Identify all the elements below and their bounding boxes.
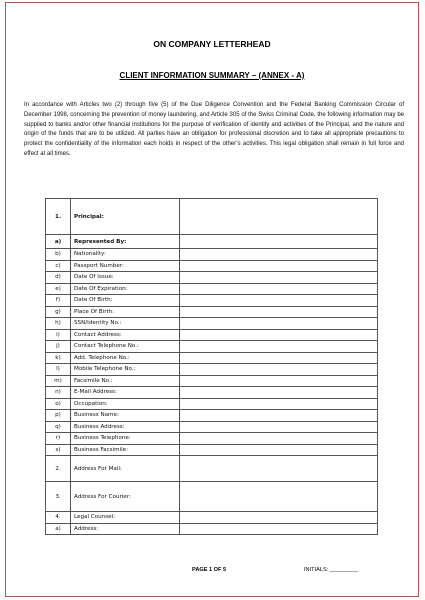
field-value[interactable]	[180, 387, 378, 399]
row-number: p)	[46, 410, 71, 422]
field-label: Date Of Expiration:	[71, 283, 180, 295]
row-number: j)	[46, 341, 71, 353]
field-value[interactable]	[180, 329, 378, 341]
field-value[interactable]	[180, 433, 378, 445]
row-number: f)	[46, 295, 71, 307]
field-label: Mobile Telephone No.:	[71, 364, 180, 376]
field-label: Business Address:	[71, 421, 180, 433]
row-number: q)	[46, 421, 71, 433]
row-number: a)	[46, 235, 71, 249]
form-row	[46, 283, 378, 295]
field-value[interactable]	[180, 283, 378, 295]
field-label: Add. Telephone No.:	[71, 352, 180, 364]
annex-title: CLIENT INFORMATION SUMMARY – (ANNEX - A)	[119, 71, 305, 80]
row-number: g)	[46, 306, 71, 318]
field-value[interactable]	[180, 410, 378, 422]
form-row	[46, 387, 378, 399]
form-row	[46, 352, 378, 364]
field-value[interactable]	[180, 318, 378, 330]
field-label: Legal Counsel:	[71, 512, 180, 524]
row-number: b)	[46, 249, 71, 261]
field-value[interactable]	[180, 375, 378, 387]
field-label: Represented By:	[71, 235, 180, 249]
row-number: m)	[46, 375, 71, 387]
field-value[interactable]	[180, 199, 378, 235]
field-value[interactable]	[180, 444, 378, 456]
field-label: Date Of Issue:	[71, 272, 180, 284]
form-row	[46, 329, 378, 341]
row-number: 4.	[46, 512, 71, 524]
field-value[interactable]	[180, 523, 378, 535]
field-value[interactable]	[180, 364, 378, 376]
form-row	[46, 410, 378, 422]
form-row	[46, 199, 378, 235]
form-row	[46, 295, 378, 307]
row-number: h)	[46, 318, 71, 330]
form-row	[46, 375, 378, 387]
form-row	[46, 456, 378, 482]
row-number: a)	[46, 523, 71, 535]
row-number: 1.	[46, 199, 71, 235]
field-label: Business Name:	[71, 410, 180, 422]
field-value[interactable]	[180, 398, 378, 410]
field-label: Passport Number:	[71, 260, 180, 272]
row-number: 2.	[46, 456, 71, 482]
form-row	[46, 341, 378, 353]
client-info-form	[45, 198, 378, 535]
form-row	[46, 512, 378, 524]
initials-field: INITIALS: _________	[304, 567, 358, 573]
field-label: Business Telephone:	[71, 433, 180, 445]
form-row	[46, 318, 378, 330]
field-label: E-Mail Address:	[71, 387, 180, 399]
form-row	[46, 306, 378, 318]
form-row	[46, 482, 378, 512]
form-row	[46, 235, 378, 249]
row-number: e)	[46, 283, 71, 295]
field-label: Address For Courier:	[71, 482, 180, 512]
field-label: Business Facsimile:	[71, 444, 180, 456]
field-label: Contact Address:	[71, 329, 180, 341]
row-number: o)	[46, 398, 71, 410]
row-number: i)	[46, 329, 71, 341]
field-label: SSN/Identity No.:	[71, 318, 180, 330]
field-value[interactable]	[180, 306, 378, 318]
page-number: PAGE 1 OF 5	[192, 567, 227, 573]
field-label: Address For Mail:	[71, 456, 180, 482]
form-row	[46, 398, 378, 410]
form-row	[46, 444, 378, 456]
form-row	[46, 433, 378, 445]
field-label: Occupation:	[71, 398, 180, 410]
field-label: Contact Telephone No.:	[71, 341, 180, 353]
field-label: Date Of Birth:	[71, 295, 180, 307]
field-value[interactable]	[180, 341, 378, 353]
field-label: Nationality:	[71, 249, 180, 261]
row-number: d)	[46, 272, 71, 284]
letterhead-heading: ON COMPANY LETTERHEAD	[153, 39, 271, 49]
field-value[interactable]	[180, 512, 378, 524]
field-value[interactable]	[180, 482, 378, 512]
field-value[interactable]	[180, 421, 378, 433]
field-value[interactable]	[180, 352, 378, 364]
form-row	[46, 523, 378, 535]
row-number: c)	[46, 260, 71, 272]
row-number: r)	[46, 433, 71, 445]
row-number: k)	[46, 352, 71, 364]
field-value[interactable]	[180, 249, 378, 261]
field-label: Principal:	[71, 199, 180, 235]
field-value[interactable]	[180, 235, 378, 249]
row-number: 3.	[46, 482, 71, 512]
form-row	[46, 249, 378, 261]
field-value[interactable]	[180, 260, 378, 272]
form-row	[46, 272, 378, 284]
field-value[interactable]	[180, 456, 378, 482]
field-value[interactable]	[180, 272, 378, 284]
field-value[interactable]	[180, 295, 378, 307]
field-label: Place Of Birth:	[71, 306, 180, 318]
row-number: s)	[46, 444, 71, 456]
form-row	[46, 364, 378, 376]
intro-paragraph: In accordance with Articles two (2) through five (5) of the Due Diligence Convention and the Federal Banking Commission Circular of December 1998, concerning the prevention of money laundering, and Article 305 of the Swiss Criminal Code, the following information may be supplied to banks and/or other financial institutions for the purpose of verification of identity and activities of the Principal, and the nature and origin of the funds that are to be utilized. All parties have an obligation for professional discretion and to take all appropriate precautions to protect the confidentiality of the information each holds in respect of the other’s activities. This legal obligation shall remain in full force and effect at all times.	[24, 102, 404, 157]
field-label: Address:	[71, 523, 180, 535]
form-row	[46, 421, 378, 433]
row-number: l)	[46, 364, 71, 376]
field-label: Facsimile No.:	[71, 375, 180, 387]
form-row	[46, 260, 378, 272]
row-number: n)	[46, 387, 71, 399]
